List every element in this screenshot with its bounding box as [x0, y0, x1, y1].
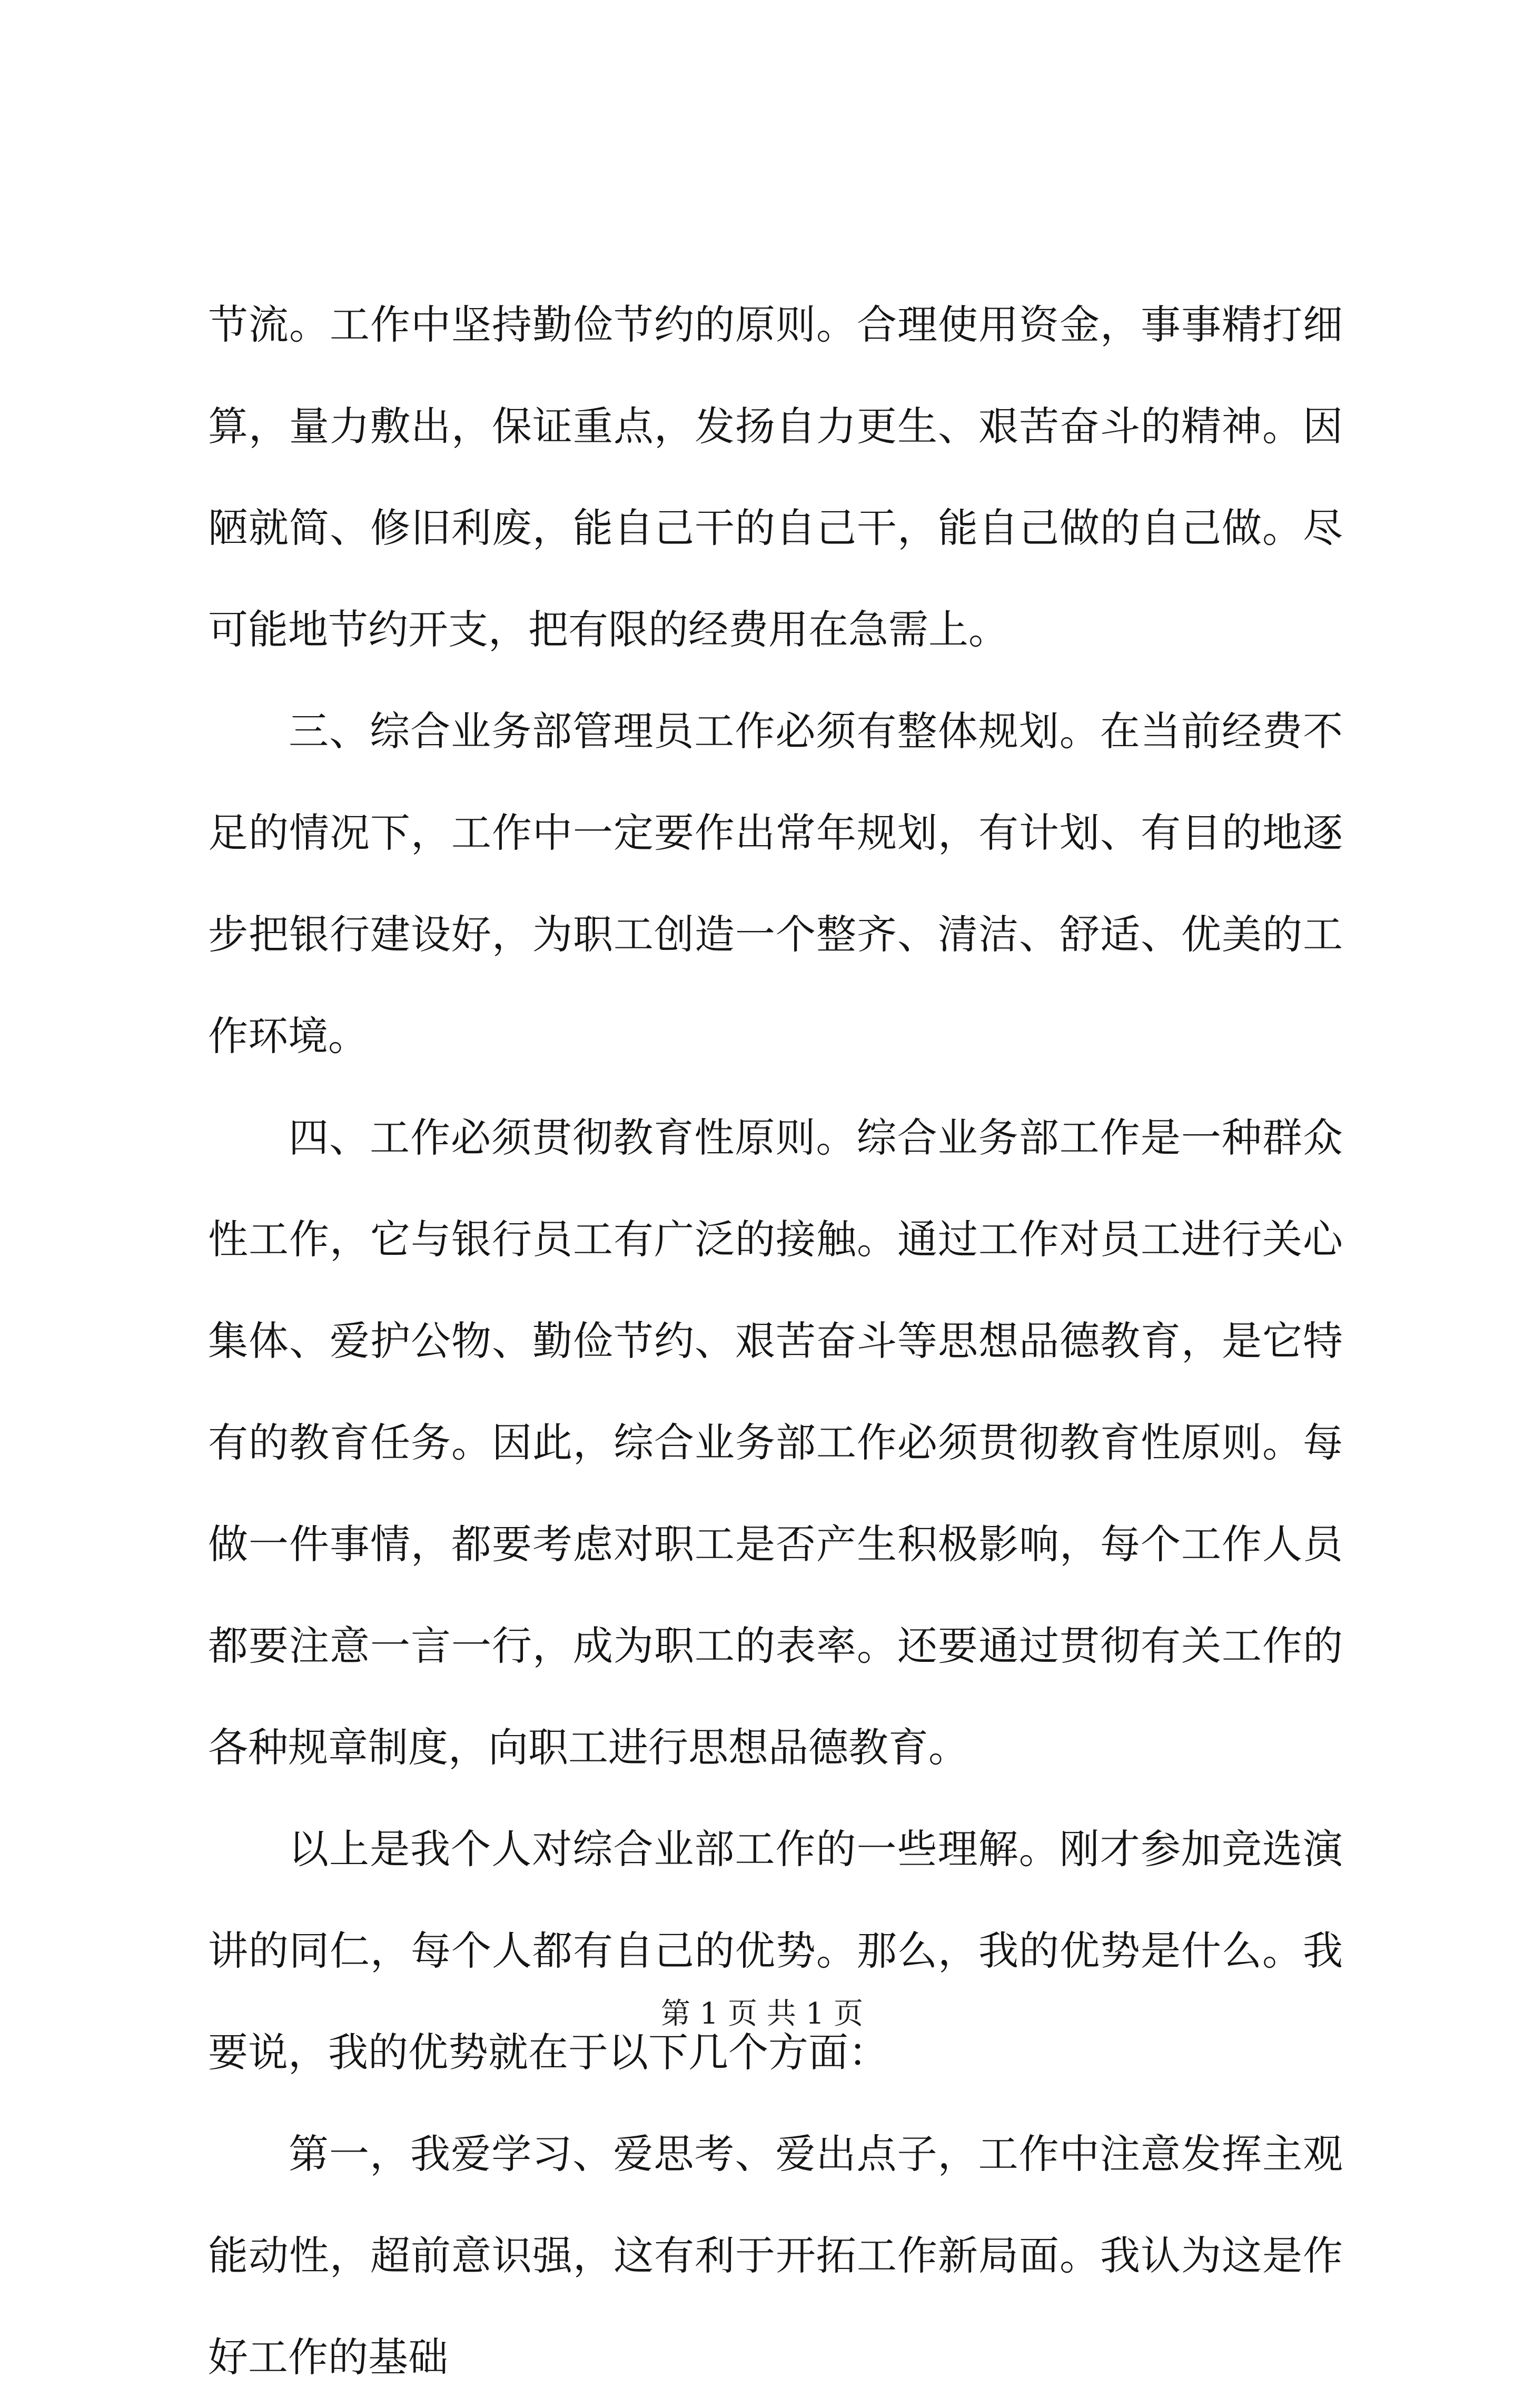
paragraph-first-line: 三、综合业务部管理员工作必须有整体规划。在当前经费不 — [289, 708, 1343, 755]
text-line: 都要注意一言一行，成为职工的表率。还要通过贯彻有关工作的 — [208, 1622, 1343, 1669]
page-footer: 第 1 页 共 1 页 — [660, 1997, 864, 2031]
text-line: 要说，我的优势就在于以下几个方面： — [208, 2029, 888, 2076]
text-line: 节流。工作中坚持勤俭节约的原则。合理使用资金，事事精打细 — [208, 301, 1343, 348]
text-line: 可能地节约开支，把有限的经费用在急需上。 — [208, 606, 1008, 653]
paragraph-first-line: 以上是我个人对综合业部工作的一些理解。刚才参加竞选演 — [289, 1826, 1343, 1872]
text-line: 足的情况下，工作中一定要作出常年规划，有计划、有目的地逐 — [208, 809, 1343, 856]
paragraph-first-line: 第一，我爱学习、爱思考、爱出点子，工作中注意发挥主观 — [289, 2130, 1343, 2177]
text-line: 做一件事情，都要考虑对职工是否产生积极影响，每个工作人员 — [208, 1521, 1343, 1568]
text-line: 有的教育任务。因此，综合业务部工作必须贯彻教育性原则。每 — [208, 1419, 1343, 1466]
text-line: 能动性，超前意识强，这有利于开拓工作新局面。我认为这是作 — [208, 2232, 1343, 2279]
text-line: 讲的同仁，每个人都有自己的优势。那么，我的优势是什么。我 — [208, 1927, 1343, 1974]
text-line: 性工作，它与银行员工有广泛的接触。通过工作对员工进行关心 — [208, 1216, 1343, 1263]
text-line: 算，量力敷出，保证重点，发扬自力更生、艰苦奋斗的精神。因 — [208, 403, 1343, 450]
text-line: 作环境。 — [208, 1013, 368, 1059]
document-body — [208, 274, 1343, 2408]
text-line: 各种规章制度，向职工进行思想品德教育。 — [208, 1724, 968, 1771]
text-line: 步把银行建设好，为职工创造一个整齐、清洁、舒适、优美的工 — [208, 911, 1343, 958]
paragraph-first-line: 四、工作必须贯彻教育性原则。综合业务部工作是一种群众 — [289, 1114, 1343, 1161]
text-line: 陋就简、修旧利废，能自己干的自己干，能自己做的自己做。尽 — [208, 504, 1343, 551]
text-line: 集体、爱护公物、勤俭节约、艰苦奋斗等思想品德教育，是它特 — [208, 1317, 1343, 1364]
text-line: 好工作的基础 — [208, 2334, 448, 2381]
